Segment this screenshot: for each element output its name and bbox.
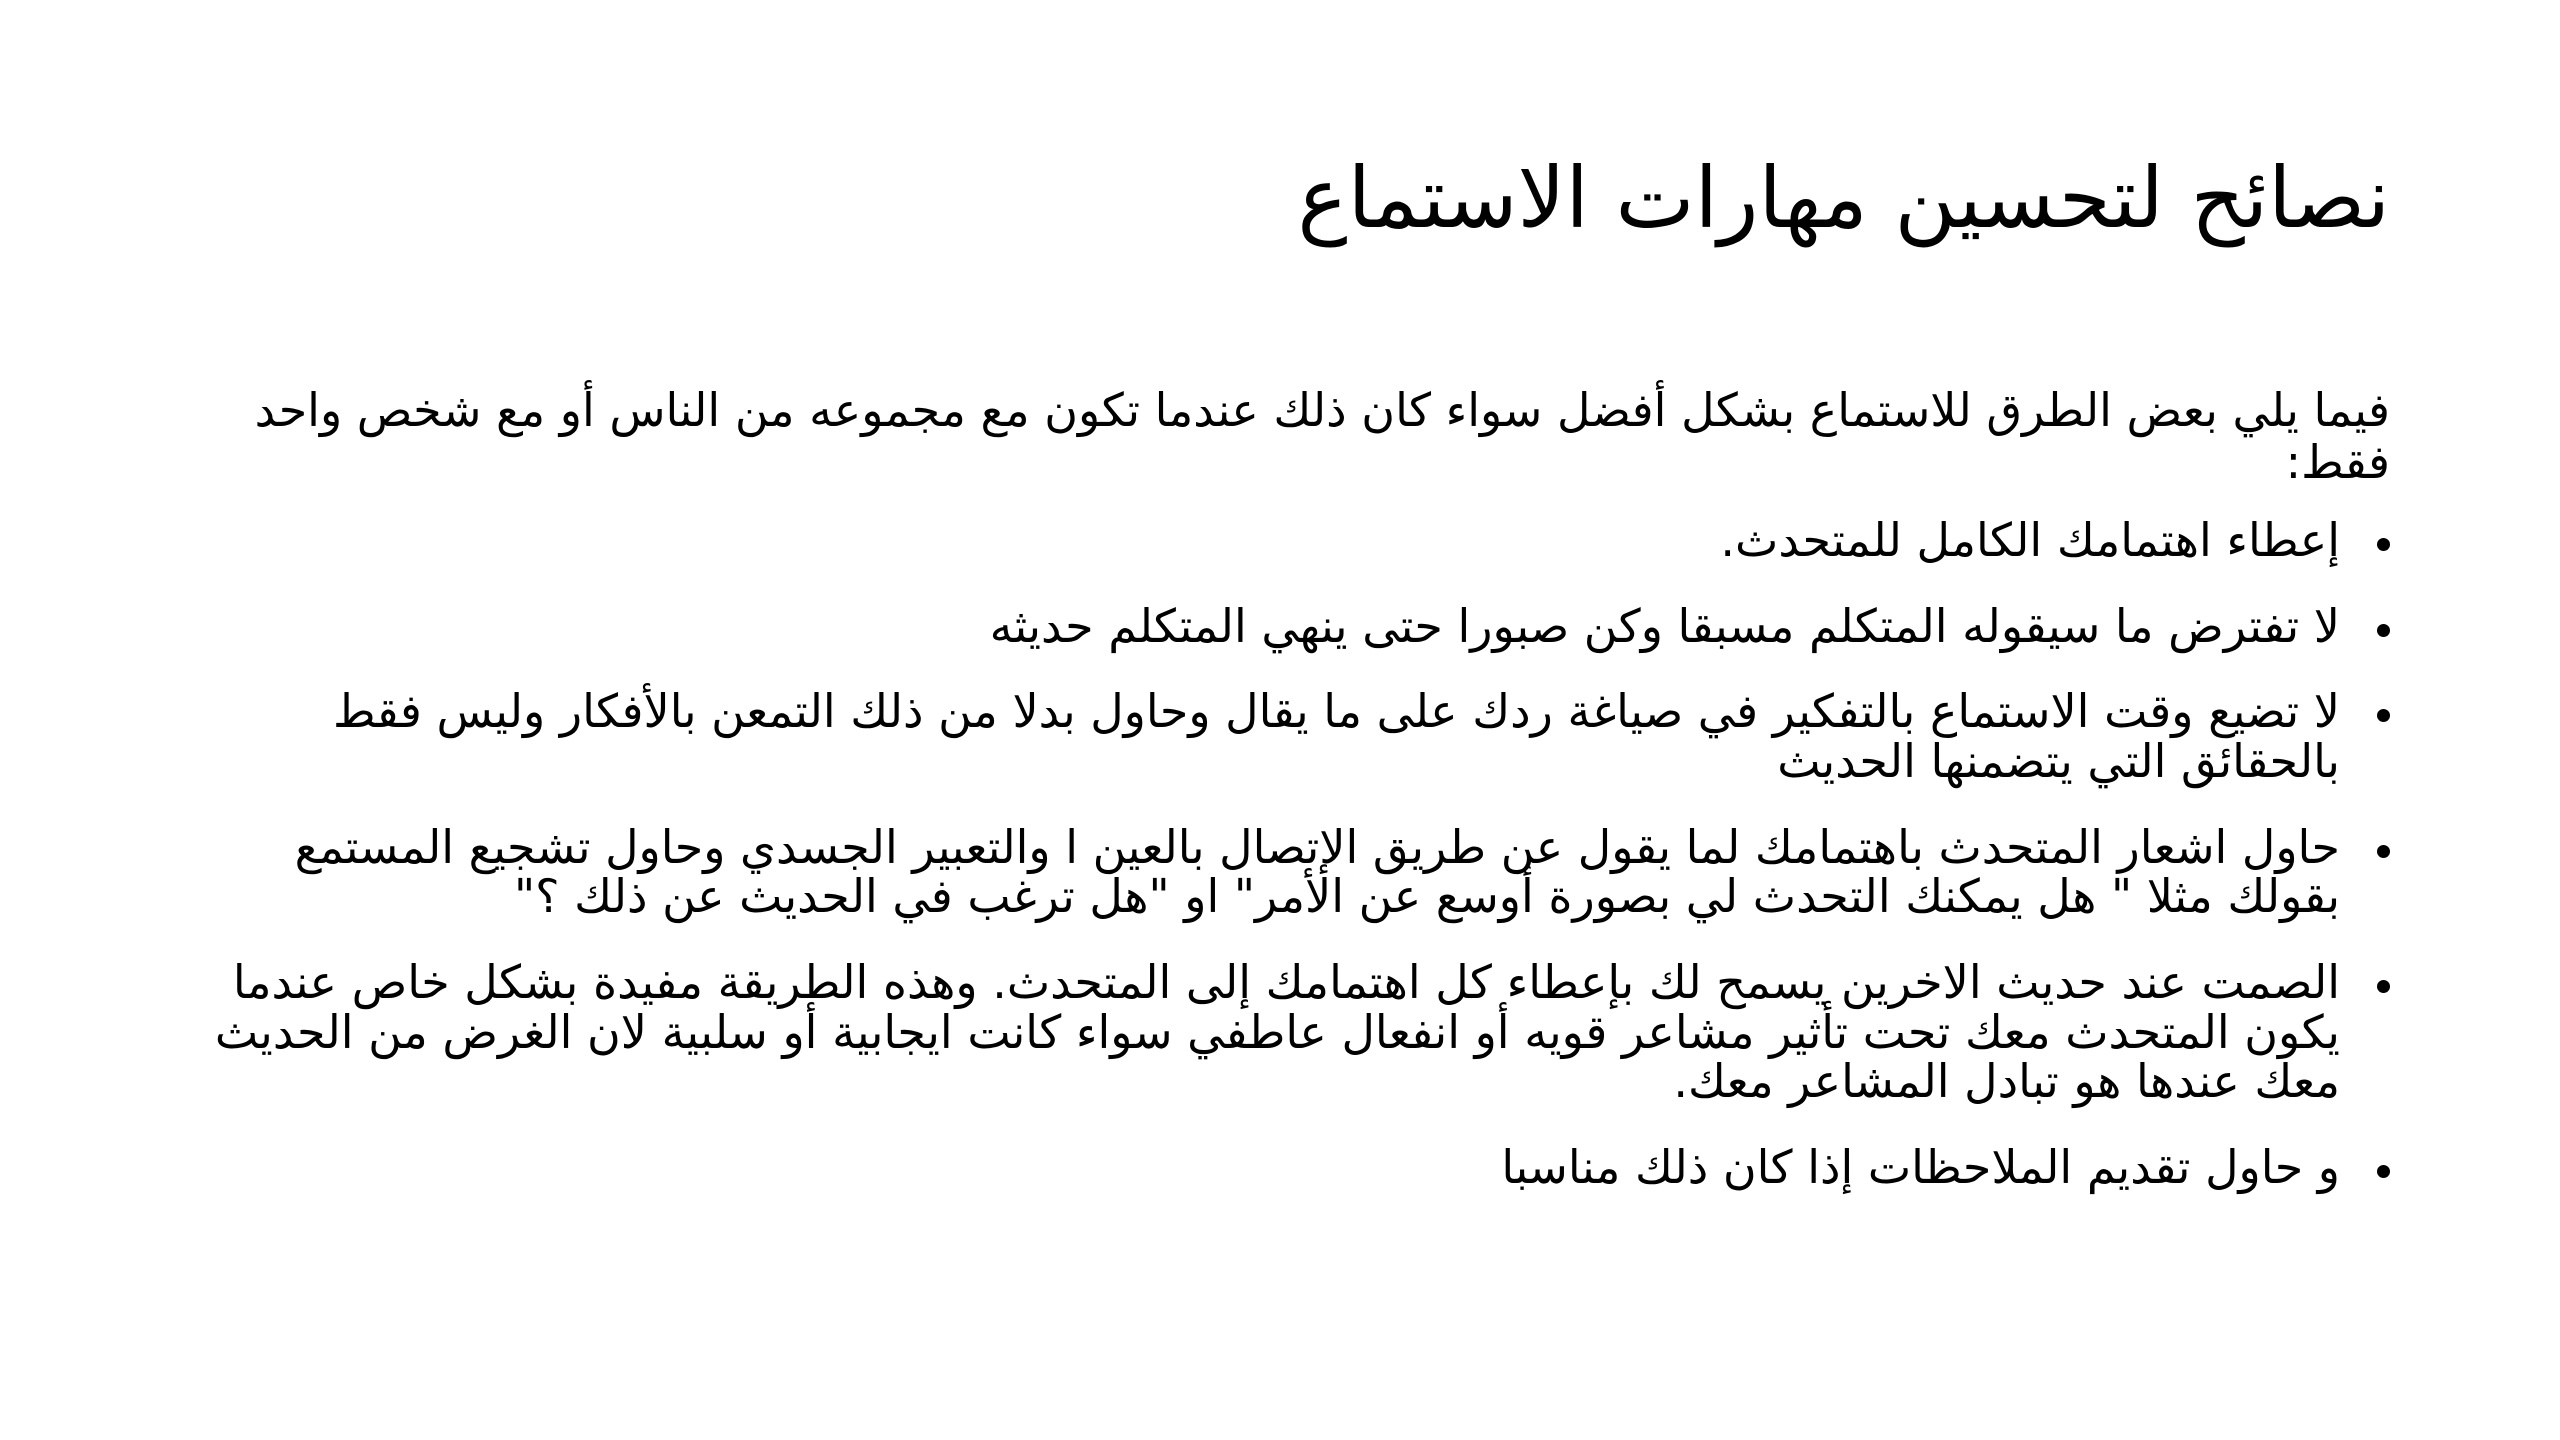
list-item <box>170 513 2390 568</box>
list-item-text: إعطاء اهتمامك الكامل للمتحدث. <box>1720 513 2340 568</box>
bullet-icon <box>2377 980 2390 993</box>
list-item <box>170 684 2390 789</box>
bullet-icon <box>2377 538 2390 551</box>
bullet-icon <box>2377 624 2390 637</box>
bullet-icon <box>2377 845 2390 858</box>
list-item <box>170 1140 2390 1195</box>
list-item-text: الصمت عند حديث الاخرين يسمح لك بإعطاء كل اهتمامك إلى المتحدث. وهذه الطريقة مفيدة بشكل خاص عندما يكون المتحدث معك تحت تأثير مشاعر قويه أو انفعال عاطفي سواء كانت ايجابية أو سلبية لان الغرض من الحديث معك عندها هو تبادل المشاعر معك. <box>214 955 2340 1109</box>
bullet-icon <box>2377 709 2390 722</box>
list-item-text: لا تفترض ما سيقوله المتكلم مسبقا وكن صبورا حتى ينهي المتكلم حديثه <box>989 598 2340 653</box>
list-item-text: حاول اشعار المتحدث باهتمامك لما يقول عن طريق الإتصال بالعين ا والتعبير الجسدي وحاول تشجيع المستمع بقولك مثلا " هل يمكنك التحدث لي بصورة أوسع عن الأمر" او "هل ترغب في الحديث عن ذلك ؟" <box>294 819 2340 924</box>
slide-title: نصائح لتحسين مهارات الاستماع <box>1297 149 2390 247</box>
list-item <box>170 598 2390 653</box>
list-item <box>170 955 2390 1109</box>
list-item-text: لا تضيع وقت الاستماع بالتفكير في صياغة ردك على ما يقال وحاول بدلا من ذلك التمعن بالأفكار وليس فقط بالحقائق التي يتضمنها الحديث <box>332 684 2340 789</box>
list-item-text: و حاول تقديم الملاحظات إذا كان ذلك مناسبا <box>1501 1140 2340 1195</box>
tips-list <box>170 513 2390 1195</box>
intro-paragraph: فيما يلي بعض الطرق للاستماع بشكل أفضل سواء كان ذلك عندما تكون مع مجموعه من الناس أو مع شخص واحد فقط: <box>254 383 2390 489</box>
list-item <box>170 819 2390 924</box>
bullet-icon <box>2377 1165 2390 1178</box>
slide-content <box>170 385 2390 1229</box>
